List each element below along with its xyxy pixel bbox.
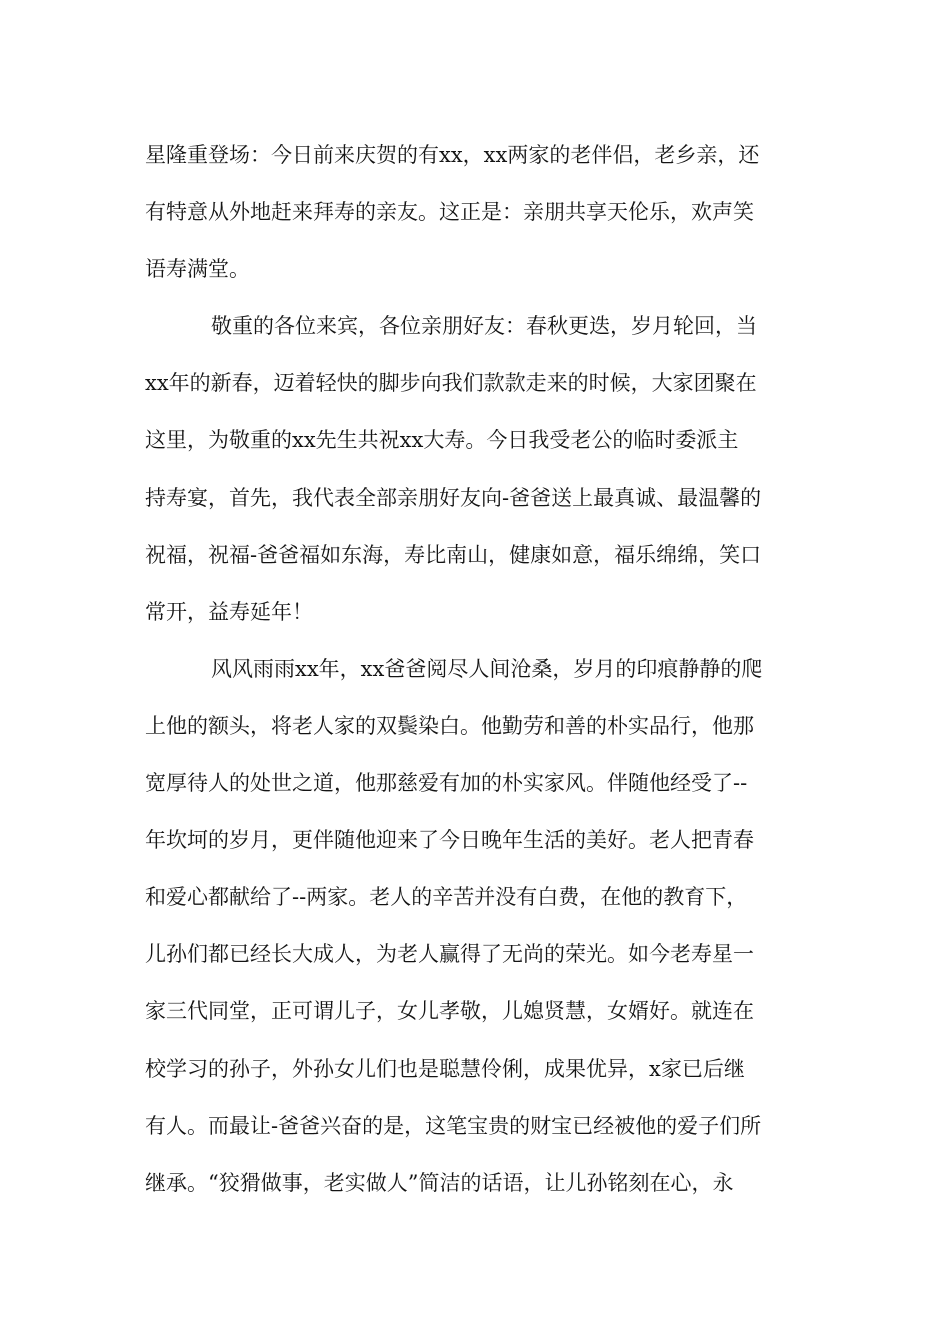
- paragraph-start-line: 敬重的各位来宾，各位亲朋好友：春秋更迭，岁月轮回，当: [211, 314, 757, 339]
- text-line: 语寿满堂。: [145, 257, 250, 282]
- text-line: 和爱心都献给了--两家。老人的辛苦并没有白费，在他的教育下，: [145, 885, 748, 910]
- paragraph-start-line: 风风雨雨xx年，xx爸爸阅尽人间沧桑，岁月的印痕静静的爬: [211, 656, 763, 681]
- text-line: 有特意从外地赶来拜寿的亲友。这正是：亲朋共享天伦乐，欢声笑: [145, 200, 754, 225]
- text-line: 持寿宴，首先，我代表全部亲朋好友向-爸爸送上最真诚、最温馨的: [145, 485, 762, 510]
- text-line: 年坎坷的岁月，更伴随他迎来了今日晚年生活的美好。老人把青春: [145, 828, 754, 853]
- text-line: 这里，为敬重的xx先生共祝xx大寿。今日我受老公的临时委派主: [145, 428, 739, 453]
- text-line: 家三代同堂，正可谓儿子，女儿孝敬，儿媳贤慧，女婿好。就连在: [145, 999, 754, 1024]
- text-line: 校学习的孙子，外孙女儿们也是聪慧伶俐，成果优异，x家已后继: [145, 1056, 745, 1081]
- text-line: 宽厚待人的处世之道，他那慈爱有加的朴实家风。伴随他经受了--: [145, 771, 748, 796]
- text-line: 有人。而最让-爸爸兴奋的是，这笔宝贵的财宝已经被他的爱子们所: [145, 1113, 762, 1138]
- text-line: 星隆重登场：今日前来庆贺的有xx，xx两家的老伴侣，老乡亲，还: [145, 143, 760, 167]
- text-line: 祝福，祝福-爸爸福如东海，寿比南山，健康如意，福乐绵绵，笑口: [145, 542, 762, 567]
- text-line: 儿孙们都已经长大成人，为老人赢得了无尚的荣光。如今老寿星一: [145, 942, 754, 967]
- text-line: 常开，益寿延年！: [145, 599, 313, 624]
- text-line: 继承。“狡猾做事，老实做人”简洁的话语，让儿孙铭刻在心，永: [145, 1170, 734, 1195]
- text-line: 上他的额头，将老人家的双鬓染白。他勤劳和善的朴实品行，他那: [145, 713, 754, 738]
- document-body: [145, 127, 810, 1212]
- text-line: xx年的新春，迈着轻快的脚步向我们款款走来的时候，大家团聚在: [145, 371, 757, 396]
